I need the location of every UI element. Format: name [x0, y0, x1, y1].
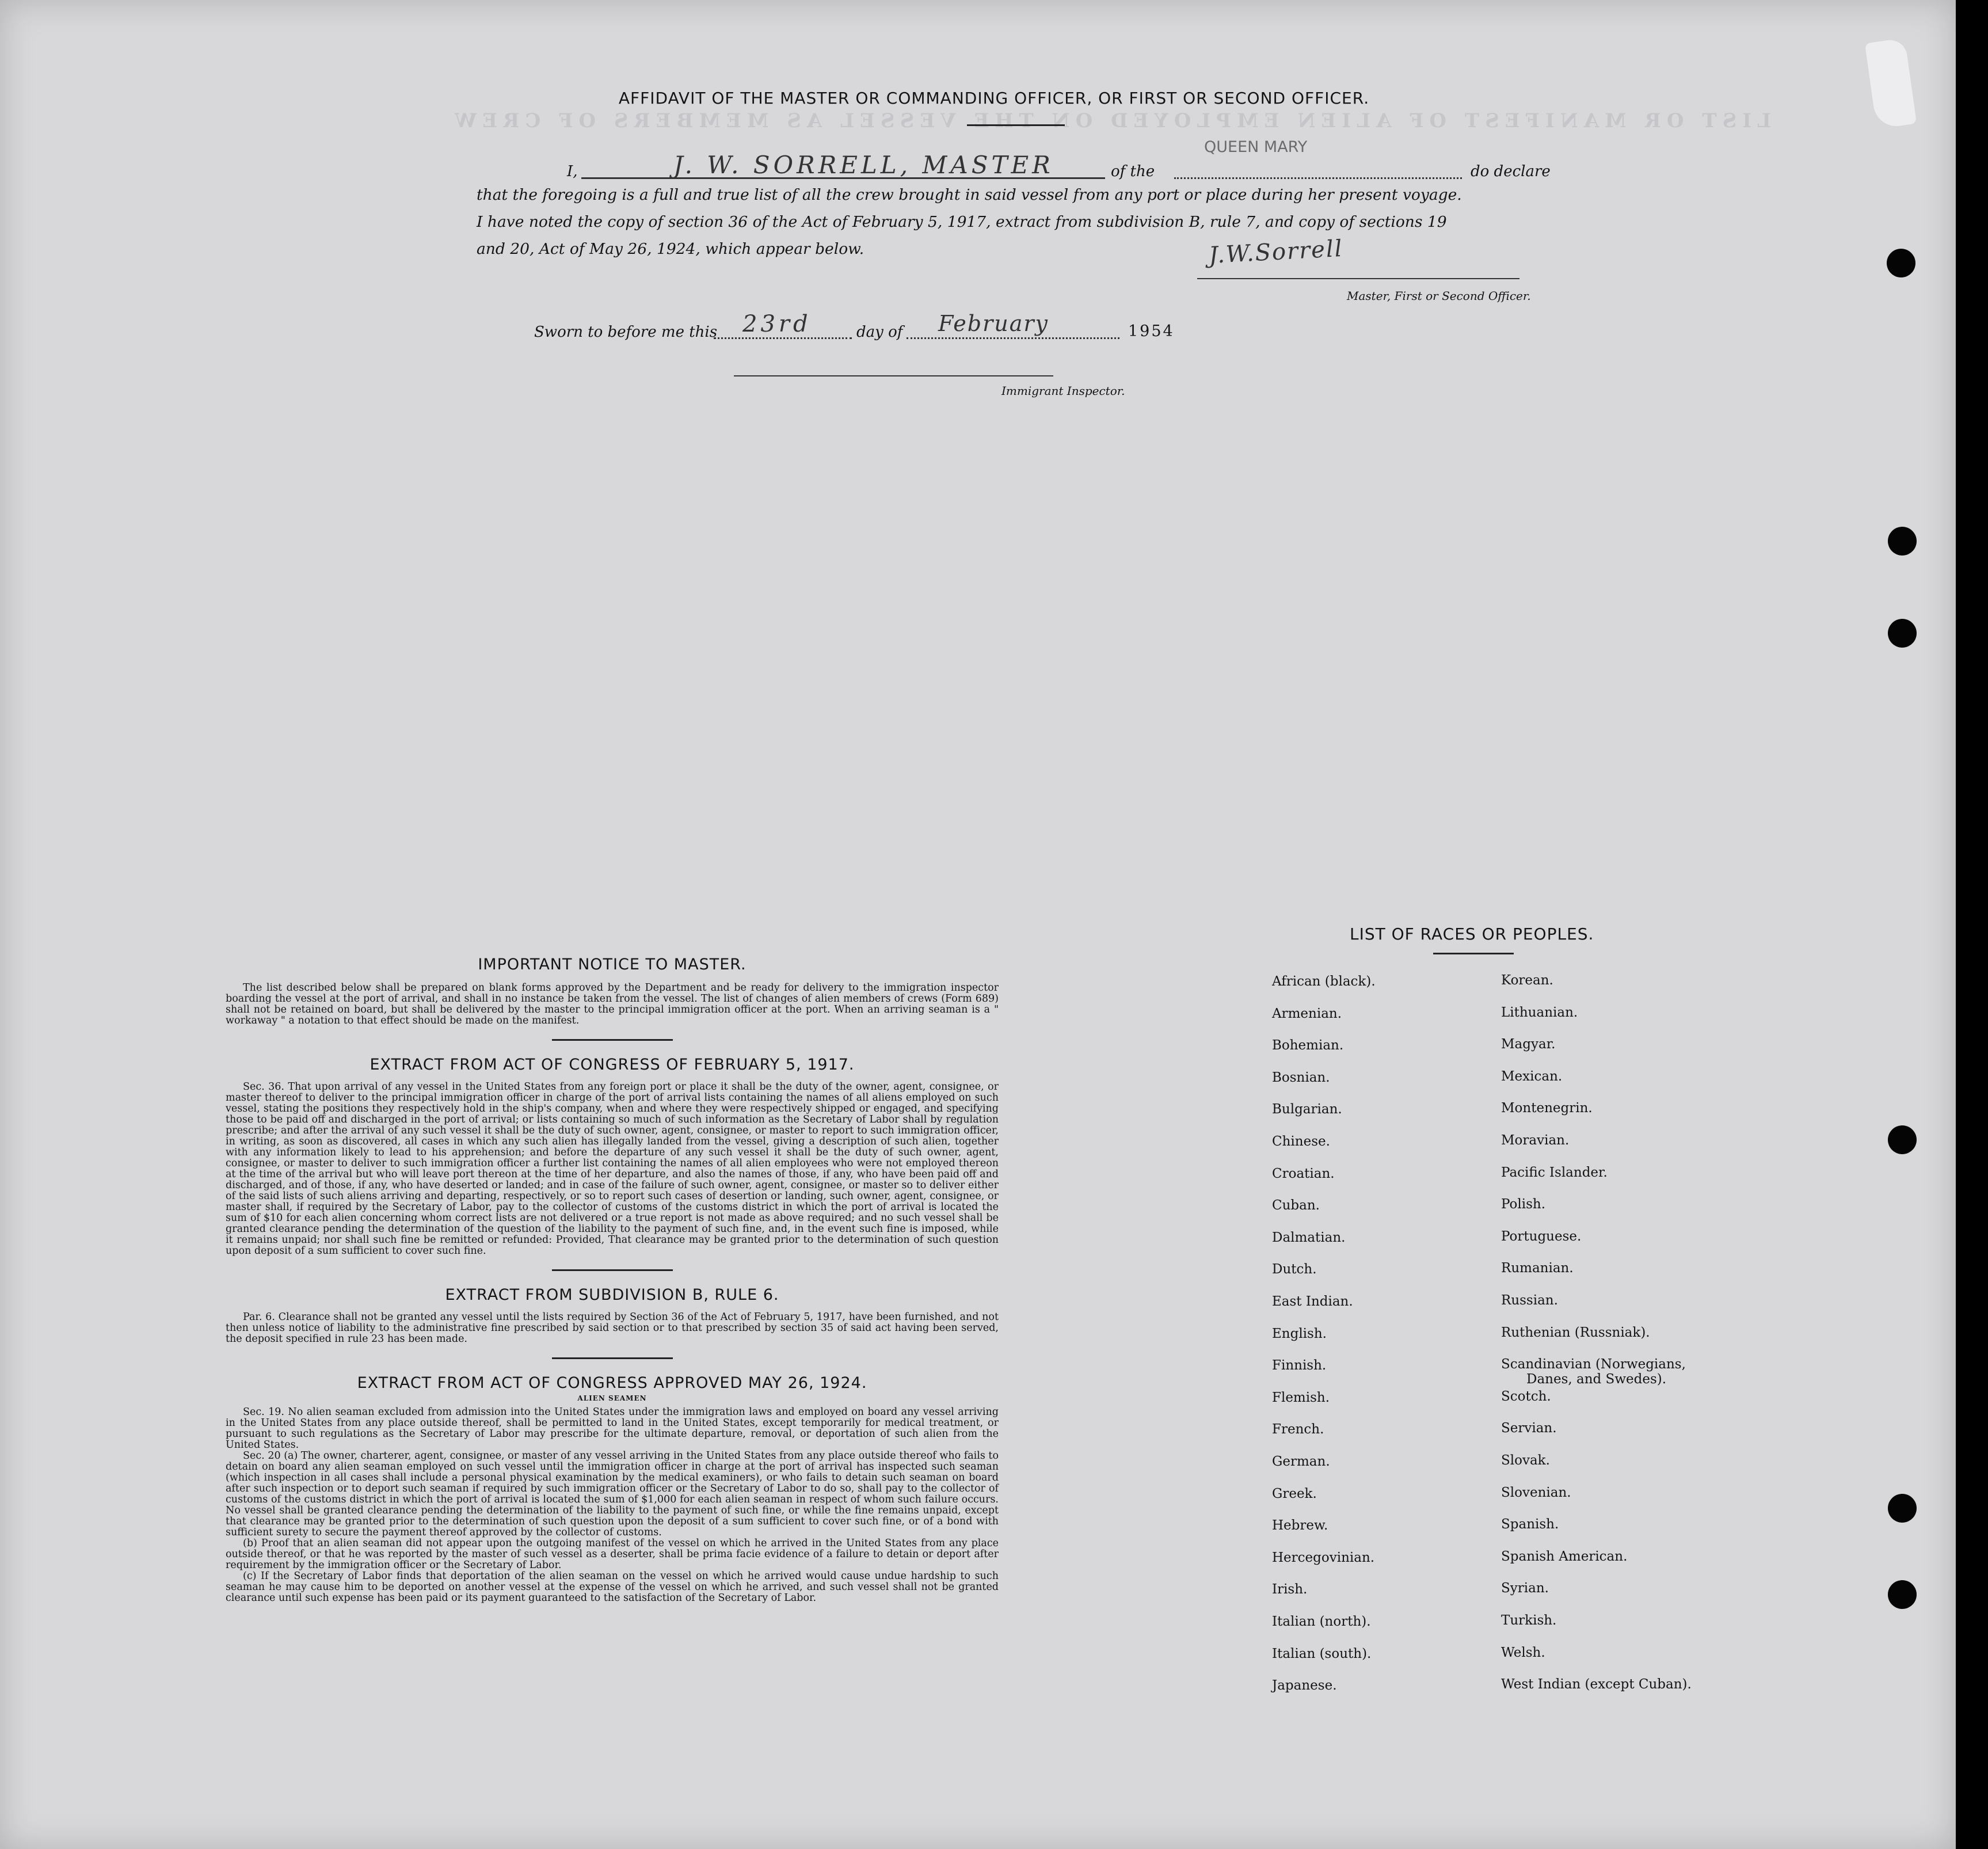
race-item: Spanish. — [1501, 1517, 1559, 1532]
extract-rule6-text: Par. 6. Clearance shall not be granted any vessel until the lists required by Section 36 of the Act of February 5, 1917, have been furnished, and not then unless notice of liability to the administrative fine prescribed by said section or to that prescribed by section 35 of said act having been served, the deposit specified in rule 23 has been made. — [226, 1311, 999, 1345]
race-item: Moravian. — [1501, 1133, 1570, 1148]
punch-hole — [1888, 1494, 1917, 1523]
extract-1917-title: EXTRACT FROM ACT OF CONGRESS OF FEBRUARY 5, 1917. — [370, 1056, 855, 1074]
race-item: Italian (north). — [1272, 1614, 1371, 1629]
race-item: Bulgarian. — [1272, 1102, 1342, 1117]
race-item: Italian (south). — [1272, 1646, 1372, 1661]
race-item: Welsh. — [1501, 1645, 1545, 1660]
bleed-through-header: LIST OR MANIFEST OF ALIEN EMPLOYED ON THE VESSEL AS MEMBERS OF CREW — [449, 109, 1772, 132]
day-of-label: day of — [856, 324, 903, 341]
race-item: Cuban. — [1272, 1198, 1320, 1213]
extract-rule6-title: EXTRACT FROM SUBDIVISION B, RULE 6. — [445, 1286, 779, 1304]
race-item: West Indian (except Cuban). — [1501, 1677, 1692, 1692]
notice-text: The list described below shall be prepared on blank forms approved by the Department and be ready for delivery to the immigration inspector boarding the vessel at the port of arrival, and shall in no instance be taken from the vessel. The list of changes of alien members of crews (Form 689) shall not be retained on board, but shall be delivered by the master to the principal immigration officer at the port. When an arriving seaman is a " workaway " a notation to that effect should be made on the manifest. — [226, 982, 999, 1026]
race-item: Danes, and Swedes). — [1526, 1372, 1667, 1387]
of-the-label: of the — [1111, 163, 1155, 180]
vessel-line — [1174, 177, 1462, 179]
sworn-day-handwritten: 23rd — [742, 311, 812, 337]
sec-20b-text: (b) Proof that an alien seaman did not appear upon the outgoing manifest of the vessel on which he arrived in the United States from any place outside thereof, or that he was reported by the master of such vessel as a deserter, shall be prima facie evidence of a failure to detain or deport after requirement by the immigration officer or the Secretary of Labor. — [226, 1538, 999, 1571]
race-item: Slovak. — [1501, 1453, 1550, 1468]
race-item: Dalmatian. — [1272, 1230, 1346, 1245]
race-item: East Indian. — [1272, 1294, 1353, 1309]
race-item: Finnish. — [1272, 1358, 1327, 1374]
title-rule — [967, 124, 1065, 126]
race-item: Japanese. — [1272, 1678, 1337, 1694]
race-item: Bosnian. — [1272, 1070, 1330, 1085]
sworn-month-line — [907, 337, 1119, 339]
race-item: Chinese. — [1272, 1134, 1330, 1149]
sworn-month-handwritten: February — [938, 311, 1049, 336]
affidavit-line-2: that the foregoing is a full and true list of all the crew brought in said vessel from any port or place during her present voyage. — [477, 186, 1462, 204]
race-item: Lithuanian. — [1501, 1005, 1578, 1020]
race-item: Syrian. — [1501, 1581, 1549, 1596]
race-item: Greek. — [1272, 1486, 1317, 1501]
races-title-rule — [1433, 953, 1514, 954]
do-declare-label: do declare — [1471, 163, 1551, 180]
race-item: Croatian. — [1272, 1166, 1335, 1181]
punch-hole — [1888, 527, 1917, 556]
section-divider — [552, 1039, 673, 1041]
vessel-stamp: QUEEN MARY — [1204, 138, 1308, 156]
race-item: Ruthenian (Russniak). — [1501, 1325, 1650, 1340]
sworn-year: 1954 — [1128, 322, 1175, 340]
notices-column — [226, 956, 999, 1604]
sworn-label: Sworn to before me this — [534, 324, 718, 341]
sec-20c-text: (c) If the Secretary of Labor finds that deportation of the alien seaman on the vessel on which he arrived would cause undue hardship to such seaman he may cause him to be deported on another vessel at the expense of the vessel on which he arrived, and such vessel shall not be granted clearance until such expense has been paid or its payment guaranteed to the satisfaction of the Secretary of Labor. — [226, 1570, 999, 1604]
race-item: English. — [1272, 1326, 1327, 1341]
inspector-caption: Immigrant Inspector. — [1001, 384, 1125, 398]
race-item: Montenegrin. — [1501, 1101, 1593, 1116]
race-item: Portuguese. — [1501, 1228, 1582, 1244]
sworn-day-line — [714, 337, 852, 339]
notice-title: IMPORTANT NOTICE TO MASTER. — [478, 956, 747, 973]
race-item: Hebrew. — [1272, 1518, 1328, 1534]
race-item: Russian. — [1501, 1293, 1558, 1308]
race-item: Rumanian. — [1501, 1261, 1574, 1276]
race-item: Pacific Islander. — [1501, 1165, 1608, 1180]
race-item: Flemish. — [1272, 1390, 1330, 1405]
extract-1924-subtitle: ALIEN SEAMEN — [577, 1394, 647, 1402]
sec-20a-text: Sec. 20 (a) The owner, charterer, agent, consignee, or master of any vessel arriving in the United States from any place outside thereof who fails to detain on board any alien seaman employed on such vessel until the immigration officer in charge at the port of arrival has inspected such seaman (which inspection in all cases shall include a personal physical examination by the medical examiners), or who fails to detain such seaman on board after such inspection or to deport such seaman if required by such immigration officer or the Secretary of Labor to do so, shall pay to the collector of customs of the customs district in which the port of arrival is located the sum of $1,000 for each alien seaman in respect of whom such failure occurs. No vessel shall be granted clearance pending the determination of the liability to the payment of such fine, or while the fine remains unpaid, except that clearance may be granted prior to the determination of such question upon the deposit of a sum sufficient to cover such fine, or of a bond with sufficient surety to secure the payment thereof approved by the collector of customs. — [226, 1450, 999, 1538]
master-name-handwritten: J. W. SORRELL, MASTER — [673, 151, 1054, 179]
race-item: French. — [1272, 1422, 1324, 1437]
extract-1924-title: EXTRACT FROM ACT OF CONGRESS APPROVED MAY 26, 1924. — [357, 1374, 867, 1392]
sec-19-text: Sec. 19. No alien seaman excluded from admission into the United States under the immigration laws and employed on board any vessel arriving in the United States from any place outside thereof, shall be permitted to land in the United States, except temporarily for medical treatment, or pursuant to such regulations as the Secretary of Labor may prescribe for the ultimate departure, removal, or deportation of such alien from the United States. — [226, 1406, 999, 1451]
section-divider — [552, 1269, 673, 1271]
affidavit-line-3: I have noted the copy of section 36 of the Act of February 5, 1917, extract from subdivision B, rule 7, and copy of sections 19 — [477, 213, 1447, 231]
race-item: Scotch. — [1501, 1388, 1551, 1404]
race-item: Irish. — [1272, 1582, 1308, 1597]
punch-hole — [1887, 249, 1915, 277]
race-item: Magyar. — [1501, 1037, 1556, 1052]
race-item: German. — [1272, 1454, 1330, 1469]
punch-hole — [1888, 619, 1917, 648]
inspector-line — [734, 375, 1053, 376]
race-item: Turkish. — [1501, 1613, 1557, 1628]
race-item: Polish. — [1501, 1197, 1546, 1212]
races-title: LIST OF RACES OR PEOPLES. — [1350, 924, 1594, 943]
extract-1917-text: Sec. 36. That upon arrival of any vessel in the United States from any foreign port or place it shall be the duty of the owner, agent, consignee, or master thereof to deliver to the principal immigration officer in charge of the port of arrival lists containing the names of all aliens employed on such vessel, stating the positions they respectively hold in the ship's company, when and where they were respectively shipped or engaged, and specifying those to be paid off and discharged in the port of arrival; or lists containing so much of such information as the Secretary of Labor shall by regulation prescribe; and after the arrival of any such vessel it shall be the duty of such owner, agent, consignee, or master to report to such immigration officer, in writing, as soon as discovered, all cases in which any such alien has illegally landed from the vessel, giving a description of such alien, together with any information likely to lead to his apprehension; and before the departure of any such vessel it shall be the duty of such owner, agent, consignee, or master to deliver to such immigration officer a further list containing the names of all alien employees who were not employed thereon at the time of the arrival but who will leave port thereon at the time of her departure, and also the names of those, if any, who have been paid off and discharged, and of those, if any, who have deserted or landed; and in case of the failure of such owner, agent, consignee, or master so to deliver either of the said lists of such aliens arriving and departing, respectively, or so to report such cases of desertion or landing, such owner, agent, consignee, or master shall, if required by the Secretary of Labor, pay to the collector of customs of the customs district in which the port of arrival is located the sum of $10 for each alien concerning whom correct lists are not delivered or a true report is not made as above required; and no such vessel shall be granted clearance pending the determination of the question of the liability to the payment of such fine, and, in the event such fine is imposed, while it remains unpaid; nor shall such fine be remitted or refunded: Provided, That clearance may be granted prior to the determination of such question upon deposit of a sum sufficient to cover such fine. — [226, 1081, 999, 1257]
race-item: Slovenian. — [1501, 1485, 1571, 1500]
punch-hole — [1888, 1580, 1917, 1609]
master-signature: J.W.Sorrell — [1208, 235, 1344, 269]
race-item: Hercegovinian. — [1272, 1550, 1375, 1565]
race-item: Bohemian. — [1272, 1038, 1344, 1053]
affidavit-title: AFFIDAVIT OF THE MASTER OR COMMANDING OFFICER, OR FIRST OR SECOND OFFICER. — [618, 89, 1370, 108]
race-item: Servian. — [1501, 1421, 1557, 1436]
section-divider — [552, 1357, 673, 1359]
affidavit-line-4: and 20, Act of May 26, 1924, which appear below. — [477, 240, 864, 258]
race-item: Korean. — [1501, 973, 1553, 988]
signature-line — [1197, 278, 1519, 279]
race-item: Dutch. — [1272, 1262, 1317, 1277]
i-label: I, — [567, 163, 578, 180]
race-item: Scandinavian (Norwegians, — [1501, 1357, 1686, 1372]
race-item: Armenian. — [1272, 1006, 1342, 1021]
race-item: Spanish American. — [1501, 1549, 1628, 1564]
punch-hole — [1888, 1125, 1917, 1154]
signature-caption: Master, First or Second Officer. — [1347, 289, 1531, 303]
race-item: African (black). — [1272, 974, 1376, 989]
race-item: Mexican. — [1501, 1068, 1563, 1084]
torn-corner — [1865, 38, 1917, 129]
